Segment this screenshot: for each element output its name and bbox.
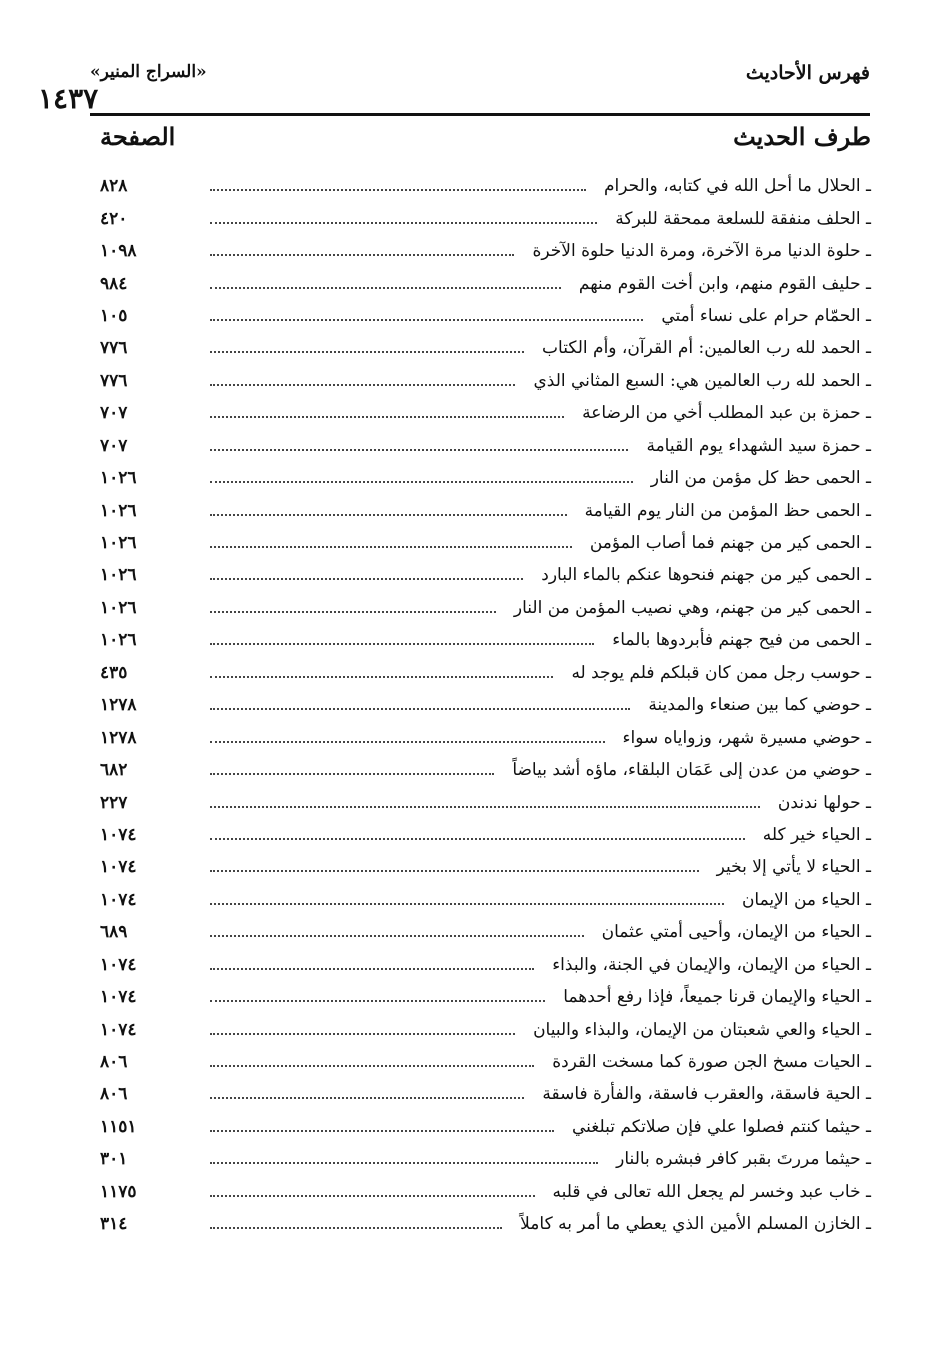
dot-leader — [210, 935, 584, 937]
dot-leader — [210, 741, 605, 743]
index-row — [100, 300, 871, 332]
index-row — [100, 527, 871, 559]
book-title: «السراج المنير» — [90, 62, 207, 82]
hadith-text: ـ الحية فاسقة، والعقرب فاسقة، والفأرة فاسقة — [542, 1084, 871, 1105]
index-row — [100, 1078, 871, 1110]
page-ref: ٤٣٥ — [100, 662, 128, 683]
dot-leader — [210, 514, 567, 516]
page-ref: ٨٠٦ — [100, 1052, 128, 1073]
page-ref: ١٠٧٤ — [100, 857, 137, 878]
dot-leader — [210, 806, 760, 808]
dot-leader — [210, 1195, 535, 1197]
page-ref: ١٢٧٨ — [100, 695, 137, 716]
index-row — [100, 657, 871, 689]
index-row — [100, 1111, 871, 1143]
hadith-text: ـ الحلف منفقة للسلعة ممحقة للبركة — [615, 208, 871, 229]
hadith-text: ـ حلوة الدنيا مرة الآخرة، ومرة الدنيا حلوة الآخرة — [532, 241, 871, 262]
dot-leader — [210, 611, 496, 613]
page-ref: ١١٥١ — [100, 1116, 137, 1137]
index-row — [100, 884, 871, 916]
index-row — [100, 202, 871, 234]
page-ref: ١٠٧٤ — [100, 987, 137, 1008]
hadith-text: ـ الحياء والعي شعبتان من الإيمان، والبذاء والبيان — [533, 1019, 871, 1040]
index-row — [100, 1143, 871, 1175]
section-title: فهرس الأحاديث — [745, 62, 870, 84]
index-row — [100, 365, 871, 397]
page-ref: ١٠٩٨ — [100, 241, 137, 262]
dot-leader — [210, 546, 572, 548]
hadith-text: ـ حمزة سيد الشهداء يوم القيامة — [646, 435, 871, 456]
index-list — [100, 170, 871, 1240]
dot-leader — [210, 254, 514, 256]
hadith-text: ـ الحياء من الإيمان، وأحيى أمتي عثمان — [601, 922, 871, 943]
dot-leader — [210, 416, 564, 418]
hadith-text: ـ الحياء والإيمان قرنا جميعاً، فإذا رفع أحدهما — [563, 987, 871, 1008]
dot-leader — [210, 1065, 534, 1067]
page-ref: ١٠٢٦ — [100, 597, 137, 618]
hadith-text: ـ حليف القوم منهم، وابن أخت القوم منهم — [578, 273, 871, 294]
running-head — [90, 62, 870, 92]
hadith-text: ـ الحمد لله رب العالمين هي: السبع المثاني الذي — [533, 370, 871, 391]
dot-leader — [210, 643, 594, 645]
dot-leader — [210, 838, 745, 840]
hadith-text: ـ الحمى كير من جهنم فنحوها عنكم بالماء البارد — [541, 565, 871, 586]
page-ref: ٧٠٧ — [100, 403, 128, 424]
dot-leader — [210, 222, 597, 224]
page-ref: ١٠٢٦ — [100, 500, 137, 521]
page-ref: ٣١٤ — [100, 1214, 128, 1235]
dot-leader — [210, 1033, 515, 1035]
dot-leader — [210, 968, 534, 970]
hadith-text: ـ الحمى من فيح جهنم فأبردوها بالماء — [612, 630, 871, 651]
page-ref: ٨٢٨ — [100, 176, 128, 197]
index-row — [100, 1208, 871, 1240]
page-number: ١٤٣٧ — [38, 82, 99, 115]
index-row — [100, 494, 871, 526]
hadith-column-heading: طرف الحديث — [733, 122, 871, 151]
index-row — [100, 819, 871, 851]
dot-leader — [210, 903, 724, 905]
hadith-text: ـ الحياء من الإيمان — [741, 889, 871, 910]
index-row — [100, 689, 871, 721]
page-ref: ٣٠١ — [100, 1149, 128, 1170]
dot-leader — [210, 449, 628, 451]
page-ref: ١٠٧٤ — [100, 1019, 137, 1040]
hadith-text: ـ حوضي كما بين صنعاء والمدينة — [648, 695, 871, 716]
page-ref: ١٠٢٦ — [100, 630, 137, 651]
hadith-text: ـ الحمى كير من جهنم، وهي نصيب المؤمن من النار — [513, 597, 871, 618]
dot-leader — [210, 870, 699, 872]
hadith-text: ـ الحياء خير كله — [762, 824, 871, 845]
page-column-heading: الصفحة — [100, 122, 176, 151]
index-row — [100, 332, 871, 364]
page-ref: ٧٧٦ — [100, 370, 128, 391]
hadith-text: ـ الحمى حظ كل مؤمن من النار — [650, 468, 871, 489]
hadith-text: ـ خاب عبد وخسر لم يجعل الله تعالى في قلبه — [552, 1181, 871, 1202]
page-ref: ١٠٢٦ — [100, 533, 137, 554]
page-ref: ١٠٧٤ — [100, 824, 137, 845]
dot-leader — [210, 319, 643, 321]
dot-leader — [210, 773, 494, 775]
index-row — [100, 397, 871, 429]
dot-leader — [210, 1097, 524, 1099]
dot-leader — [210, 676, 553, 678]
index-row — [100, 559, 871, 591]
index-row — [100, 754, 871, 786]
dot-leader — [210, 578, 523, 580]
page-ref: ١٠٧٤ — [100, 954, 137, 975]
index-row — [100, 949, 871, 981]
index-row — [100, 1176, 871, 1208]
index-row — [100, 1013, 871, 1045]
hadith-text: ـ الحياء من الإيمان، والإيمان في الجنة، والبذاء — [552, 954, 871, 975]
hadith-text: ـ الحيات مسخ الجن صورة كما مسخت القردة — [552, 1052, 871, 1073]
page-ref: ٧٧٦ — [100, 338, 128, 359]
page-ref: ٨٠٦ — [100, 1084, 128, 1105]
index-row — [100, 1046, 871, 1078]
hadith-text: ـ حيثما كنتم فصلوا علي فإن صلاتكم تبلغني — [572, 1116, 871, 1137]
index-row — [100, 170, 871, 202]
index-row — [100, 592, 871, 624]
page-ref: ٤٢٠ — [100, 208, 128, 229]
page-ref: ١٠٧٤ — [100, 889, 137, 910]
index-row — [100, 851, 871, 883]
hadith-text: ـ الحمى حظ المؤمن من النار يوم القيامة — [584, 500, 871, 521]
hadith-text: ـ الحياء لا يأتي إلا بخير — [716, 857, 871, 878]
page-ref: ١٠٥ — [100, 305, 128, 326]
dot-leader — [210, 287, 561, 289]
hadith-text: ـ حيثما مررتَ بقبر كافر فبشره بالنار — [616, 1149, 871, 1170]
dot-leader — [210, 189, 586, 191]
index-row — [100, 981, 871, 1013]
hadith-text: ـ حولها ندندن — [777, 792, 871, 813]
dot-leader — [210, 1130, 554, 1132]
dot-leader — [210, 1227, 502, 1229]
hadith-text: ـ الحمد لله رب العالمين: أم القرآن، وأم الكتاب — [542, 338, 871, 359]
index-row — [100, 786, 871, 818]
hadith-text: ـ حمزة بن عبد المطلب أخي من الرضاعة — [582, 403, 871, 424]
page-ref: ٩٨٤ — [100, 273, 128, 294]
index-row — [100, 916, 871, 948]
hadith-text: ـ حوضي مسيرة شهر، وزواياه سواء — [622, 727, 871, 748]
hadith-text: ـ الحمى كير من جهنم فما أصاب المؤمن — [589, 533, 871, 554]
dot-leader — [210, 708, 630, 710]
page-ref: ١١٧٥ — [100, 1181, 137, 1202]
page-ref: ٦٨٢ — [100, 760, 128, 781]
dot-leader — [210, 351, 524, 353]
dot-leader — [210, 1162, 598, 1164]
page-ref: ٢٢٧ — [100, 792, 128, 813]
index-row — [100, 721, 871, 753]
index-row — [100, 235, 871, 267]
page-ref: ١٠٢٦ — [100, 468, 137, 489]
hadith-text: ـ حوضي من عدن إلى عَمَان البلقاء، ماؤه أشد بياضاً — [512, 760, 871, 781]
dot-leader — [210, 1000, 545, 1002]
page-ref: ٧٠٧ — [100, 435, 128, 456]
page-ref: ١٢٧٨ — [100, 727, 137, 748]
hadith-text: ـ الخازن المسلم الأمين الذي يعطي ما أمر به كاملاً — [520, 1214, 871, 1235]
header-rule — [90, 113, 870, 116]
index-row — [100, 462, 871, 494]
index-row — [100, 430, 871, 462]
hadith-text: ـ حوسب رجل ممن كان قبلكم فلم يوجد له — [571, 662, 871, 683]
hadith-text: ـ الحمّام حرام على نساء أمتي — [661, 305, 871, 326]
page-ref: ١٠٢٦ — [100, 565, 137, 586]
hadith-text: ـ الحلال ما أحل الله في كتابه، والحرام — [604, 176, 871, 197]
page-ref: ٦٨٩ — [100, 922, 128, 943]
index-row — [100, 624, 871, 656]
index-row — [100, 267, 871, 299]
dot-leader — [210, 384, 515, 386]
dot-leader — [210, 481, 633, 483]
